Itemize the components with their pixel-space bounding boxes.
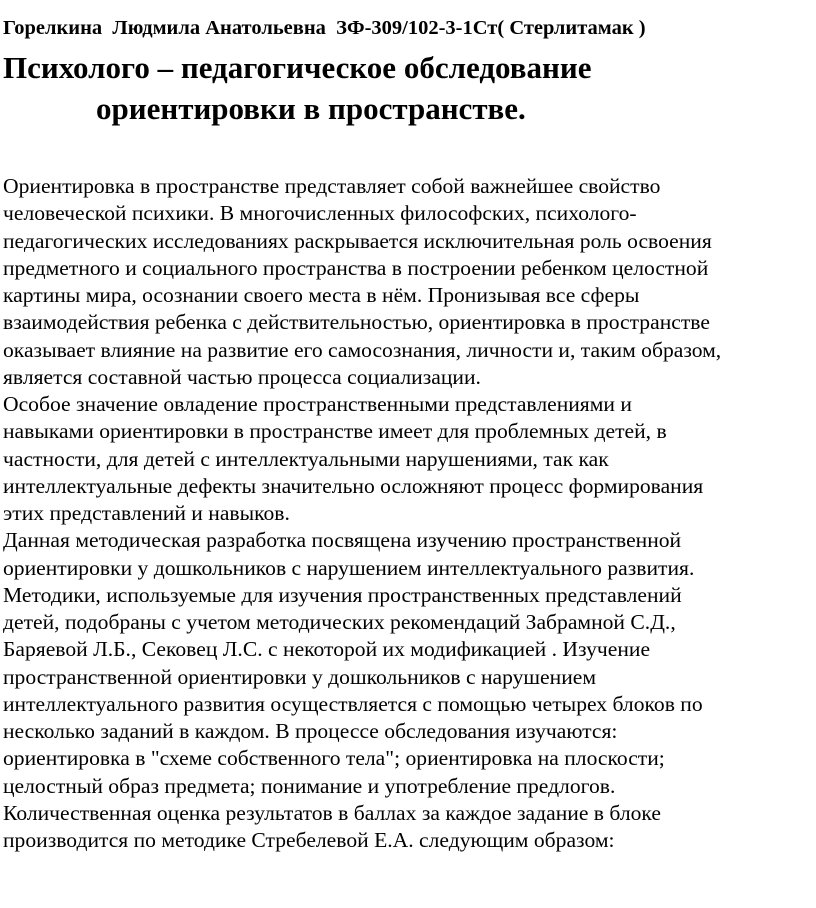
body-line: интеллектуальные дефекты значительно осложняют процесс формирования [3, 473, 704, 498]
body-line: производится по методике Стребелевой Е.А. следующим образом: [3, 828, 615, 852]
body-line: картины мира, осознании своего места в нём. Пронизывая все сферы [3, 283, 640, 307]
body-line: несколько заданий в каждом. В процессе обследования изучаются: [3, 719, 618, 743]
body-line: целостный образ предмета; понимание и употребление предлогов. [3, 773, 616, 798]
body-line: пространственной ориентировки у дошкольников с нарушением [3, 664, 597, 689]
body-line: навыками ориентировки в пространстве имеет для проблемных детей, в [3, 419, 667, 444]
body-line: оказывает влияние на развитие его самосознания, личности и, таким образом, [3, 337, 722, 362]
body-line: Методики, используемые для изучения пространственных представлений [3, 582, 682, 607]
body-line: является составной частью процесса социализации. [3, 364, 481, 389]
body-line: Данная методическая разработка посвящена изучению пространственной [3, 528, 682, 553]
body-line: детей, подобраны с учетом методических рекомендаций Забрамной С.Д., [3, 610, 676, 634]
body-line: ориентировка в "схеме собственного тела"; ориентировка на плоскости; [3, 746, 665, 771]
document-title-line-1: Психолого – педагогическое обследование [3, 50, 592, 85]
body-line: Баряевой Л.Б., Сековец Л.С. с некоторой их модификацией . Изучение [3, 637, 651, 662]
body-text [3, 173, 815, 854]
body-line: ориентировки у дошкольников с нарушением интеллектуального развития. [3, 555, 695, 580]
body-line: Количественная оценка результатов в баллах за каждое задание в блоке [3, 800, 661, 825]
document-title-line-2: ориентировки в пространстве. [96, 91, 526, 126]
body-line: предметного и социального пространства в построении ребенком целостной [3, 255, 709, 280]
body-line: взаимодействия ребенка с действительностью, ориентировка в пространстве [3, 310, 710, 335]
body-line: интеллектуального развития осуществляется с помощью четырех блоков по [3, 691, 703, 716]
body-line: этих представлений и навыков. [3, 501, 290, 525]
author-line: Горелкина Людмила Анатольевна ЗФ-309/102-3-1Ст( Стерлитамак ) [3, 17, 646, 39]
body-line: человеческой психики. В многочисленных философских, психолого- [3, 201, 637, 226]
body-line: Особое значение овладение пространственными представлениями и [3, 392, 632, 416]
body-line: частности, для детей с интеллектуальными нарушениями, так как [3, 446, 609, 471]
body-line: педагогических исследованиях раскрывается исключительная роль освоения [3, 228, 712, 253]
body-line: Ориентировка в пространстве представляет собой важнейшее свойство [3, 174, 661, 198]
